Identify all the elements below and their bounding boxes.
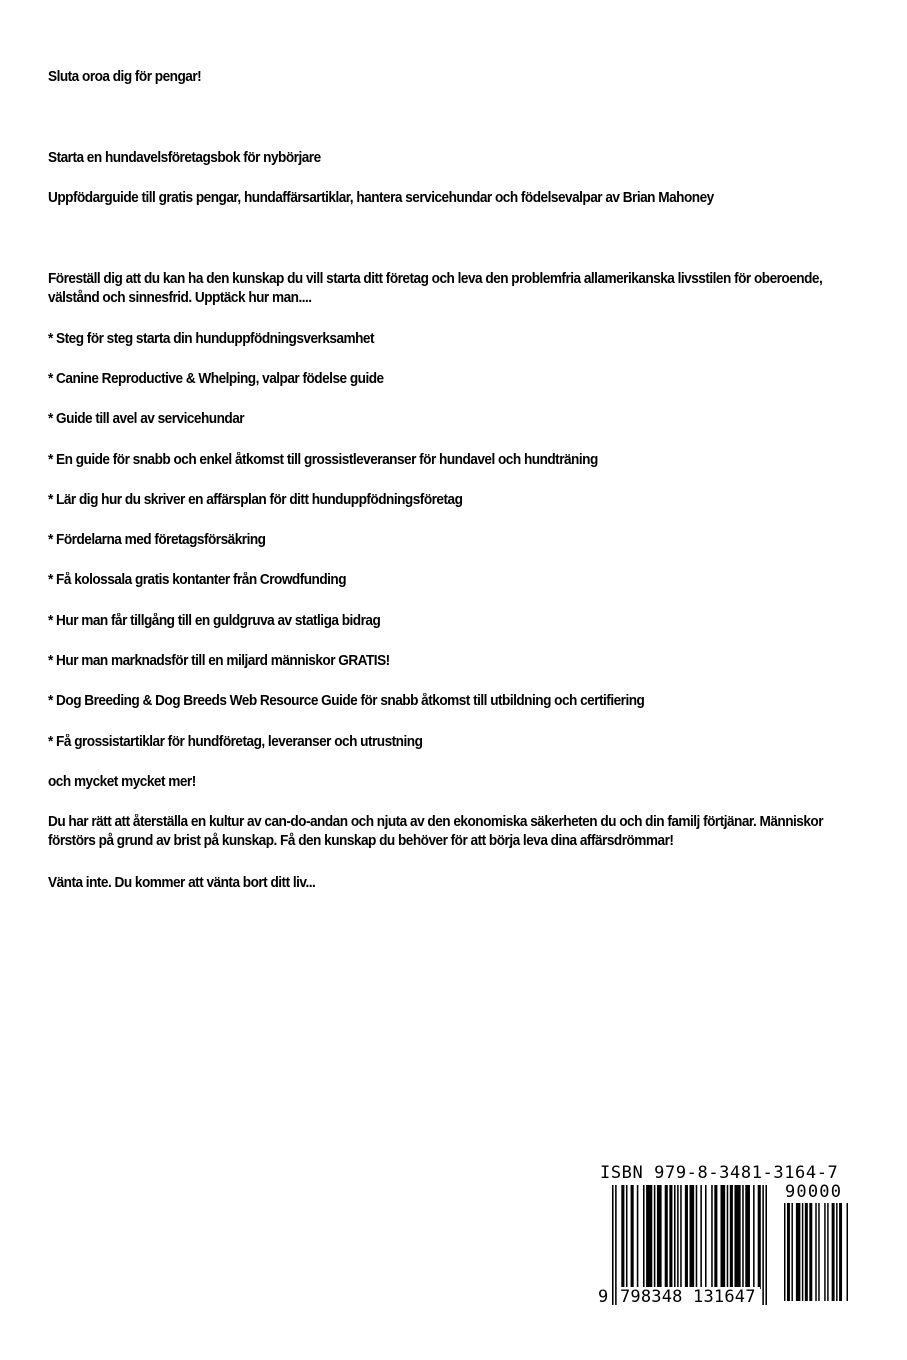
bullet-item: * Hur man marknadsför till en miljard människor GRATIS!	[48, 653, 390, 669]
barcode-addon-bars	[784, 1203, 848, 1301]
final-line: Vänta inte. Du kommer att vänta bort ditt liv...	[48, 875, 316, 891]
ean-first-digit: 9	[598, 1287, 609, 1307]
bullet-item: * Guide till avel av servicehundar	[48, 411, 245, 427]
bullet-item: * Få kolossala gratis kontanter från Crowdfunding	[48, 572, 347, 588]
isbn-label: ISBN 979-8-3481-3164-7	[600, 1163, 839, 1183]
book-subtitle: Uppfödarguide till gratis pengar, hundaffärsartiklar, hantera servicehundar och födelsevalpar av Brian Mahoney	[48, 190, 714, 206]
headline: Sluta oroa dig för pengar!	[48, 69, 202, 85]
bullet-item: * Hur man får tillgång till en guldgruva av statliga bidrag	[48, 613, 381, 629]
closing-line: och mycket mycket mer!	[48, 774, 196, 790]
intro-paragraph: Föreställ dig att du kan ha den kunskap du vill starta ditt företag och leva den problemfria allamerikanska livsstilen för oberoende, välstånd och sinnesfrid. Upptäck hur man....	[48, 271, 823, 306]
bullet-item: * Fördelarna med företagsförsäkring	[48, 532, 266, 548]
bullet-item: * Få grossistartiklar för hundföretag, leveranser och utrustning	[48, 734, 423, 750]
bullet-item: * Lär dig hur du skriver en affärsplan för ditt hunduppfödningsföretag	[48, 492, 463, 508]
book-title: Starta en hundavelsföretagsbok för nybörjare	[48, 150, 321, 166]
ean-digits: 798348 131647	[618, 1287, 760, 1307]
addon-code: 90000	[785, 1182, 843, 1202]
rights-paragraph: Du har rätt att återställa en kultur av can-do-andan och njuta av den ekonomiska säkerheten du och din familj förtjänar. Människor förstörs på grund av brist på kunskap. Få den kunskap du behöver för att börja leva dina affärsdrömmar!	[48, 814, 824, 849]
isbn-barcode	[600, 1163, 858, 1311]
bullet-item: * En guide för snabb och enkel åtkomst till grossistleveranser för hundavel och hundträning	[48, 452, 598, 468]
bullet-item: * Steg för steg starta din hunduppfödningsverksamhet	[48, 331, 375, 347]
bullet-item: * Dog Breeding & Dog Breeds Web Resource Guide för snabb åtkomst till utbildning och certifiering	[48, 693, 645, 709]
bullet-item: * Canine Reproductive & Whelping, valpar födelse guide	[48, 371, 384, 387]
